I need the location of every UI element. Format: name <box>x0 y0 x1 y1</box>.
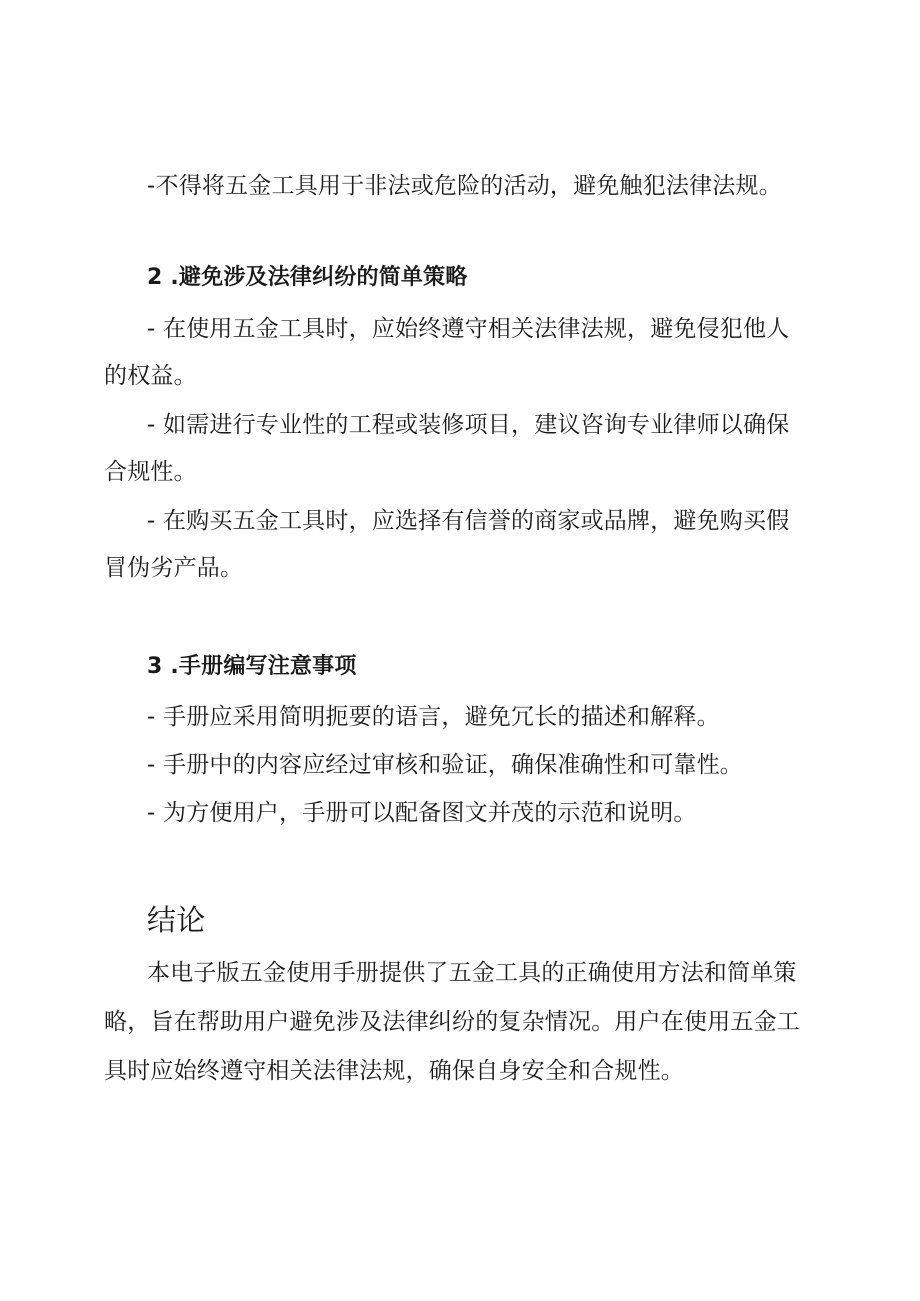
section-2-item-1-line-1: - 在使用五金工具时，应始终遵守相关法律法规，避免侵犯他人 <box>147 316 790 342</box>
section-2-item-1-line-2: 的权益。 <box>104 363 197 389</box>
section-2-item-2-line-2: 合规性。 <box>104 459 197 485</box>
conclusion-title: 结论 <box>147 903 206 937</box>
conclusion-line-3: 具时应始终遵守相关法律法规，确保自身安全和合规性。 <box>104 1058 684 1084</box>
section-2-item-3-line-1: - 在购买五金工具时，应选择有信誉的商家或品牌，避免购买假 <box>147 508 790 534</box>
section-3-item-1: - 手册应采用简明扼要的语言，避免冗长的描述和解释。 <box>147 704 720 730</box>
section-2-heading: 2 .避免涉及法律纠纷的简单策略 <box>147 265 468 290</box>
section-3-heading: 3 .手册编写注意事项 <box>147 654 357 679</box>
section-2-item-2-line-1: - 如需进行专业性的工程或装修项目，建议咨询专业律师以确保 <box>147 412 790 438</box>
intro-line: -不得将五金工具用于非法或危险的活动，避免触犯法律法规。 <box>147 173 782 199</box>
conclusion-line-2: 略，旨在帮助用户避免涉及法律纠纷的复杂情况。用户在使用五金工 <box>104 1009 800 1035</box>
section-2-item-3-line-2: 冒伪劣产品。 <box>104 555 244 581</box>
section-3-item-2: - 手册中的内容应经过审核和验证，确保准确性和可靠性。 <box>147 752 744 778</box>
conclusion-line-1: 本电子版五金使用手册提供了五金工具的正确使用方法和简单策 <box>147 960 797 986</box>
section-3-item-3: - 为方便用户，手册可以配备图文并茂的示范和说明。 <box>147 800 697 826</box>
